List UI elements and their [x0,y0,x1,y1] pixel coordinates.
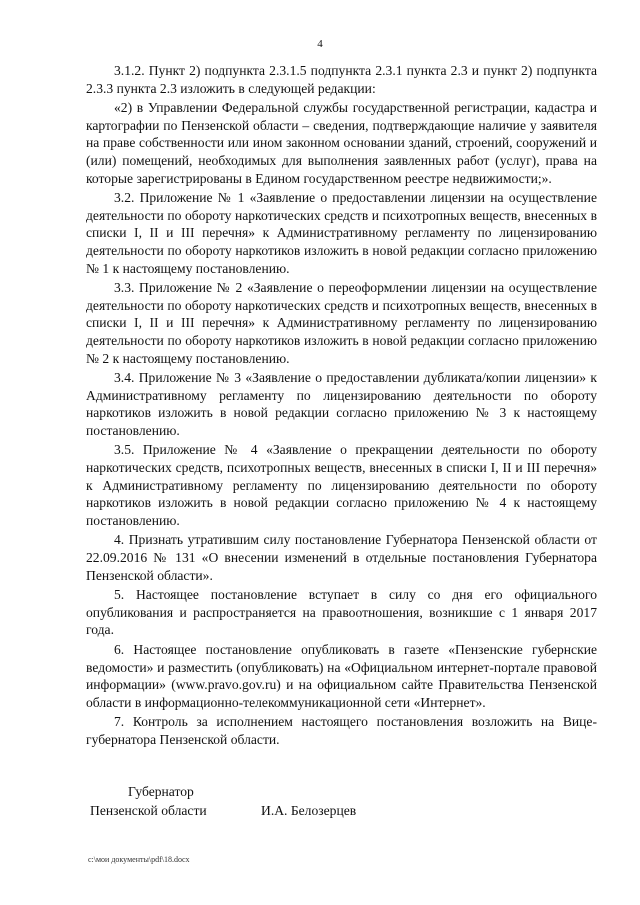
paragraph-3-4: 3.4. Приложение № 3 «Заявление о предоставлении дубликата/копии лицензии» к Административному регламенту по лицензированию деятельности по обороту наркотиков изложить в новой редакции согласно приложению № 3 к настоящему постановлению. [86,370,597,438]
paragraph-3-3: 3.3. Приложение № 2 «Заявление о переоформлении лицензии на осуществление деятельности по обороту наркотических средств и психотропных веществ, внесенных в списки I, II и III перечня» к Административному регламенту по лицензированию деятельности по обороту наркотиков изложить в новой редакции согласно приложению № 2 к настоящему постановлению. [86,280,597,366]
signatory-title-line2: Пензенской области [90,803,207,818]
file-path-footer: c:\мои документы\pdf\18.docx [88,855,190,864]
paragraph-3-5: 3.5. Приложение № 4 «Заявление о прекращении деятельности по обороту наркотических средств, психотропных веществ, внесенных в списки I, II и III перечня» к Административному регламенту по лицензированию деятельности по обороту наркотиков изложить в новой редакции согласно приложению № 4 к настоящему постановлению. [86,442,597,528]
document-body [86,62,597,751]
paragraph-3-1-2: 3.1.2. Пункт 2) подпункта 2.3.1.5 подпункта 2.3.1 пункта 2.3 и пункт 2) подпункта 2.3.3 пункта 2.3 изложить в следующей редакции: [86,63,597,96]
paragraph-quote: «2) в Управлении Федеральной службы государственной регистрации, кадастра и картографии по Пензенской области – сведения, подтверждающие наличие у заявителя на праве собственности или ином законном основании зданий, строений, сооружений и (или) помещений, необходимых для выполнения заявленных работ (услуг), права на которые зарегистрированы в Едином государственном реестре недвижимости;». [86,100,597,186]
paragraph-4: 4. Признать утратившим силу постановление Губернатора Пензенской области от 22.09.2016 № 131 «О внесении изменений в отдельные постановления Губернатора Пензенской области». [86,532,597,583]
page-number: 4 [317,38,323,50]
paragraph-7: 7. Контроль за исполнением настоящего постановления возложить на Вице-губернатора Пензенской области. [86,714,597,747]
signatory-title-line1: Губернатор [128,784,194,799]
paragraph-5: 5. Настоящее постановление вступает в силу со дня его официального опубликования и распространяется на правоотношения, возникшие с 1 января 2017 года. [86,587,597,638]
paragraph-6: 6. Настоящее постановление опубликовать в газете «Пензенские губернские ведомости» и разместить (опубликовать) на «Официальном интернет-портале правовой информации» (www.pravo.gov.ru) и на официальном сайте Правительства Пензенской области в информационно-телекоммуникационной сети «Интернет». [86,642,597,710]
signatory-name: И.А. Белозерцев [261,803,357,818]
paragraph-3-2: 3.2. Приложение № 1 «Заявление о предоставлении лицензии на осуществление деятельности по обороту наркотических средств и психотропных веществ, внесенных в списки I, II и III перечня» к Административному регламенту по лицензированию деятельности по обороту наркотиков изложить в новой редакции согласно приложению № 1 к настоящему постановлению. [86,190,597,276]
